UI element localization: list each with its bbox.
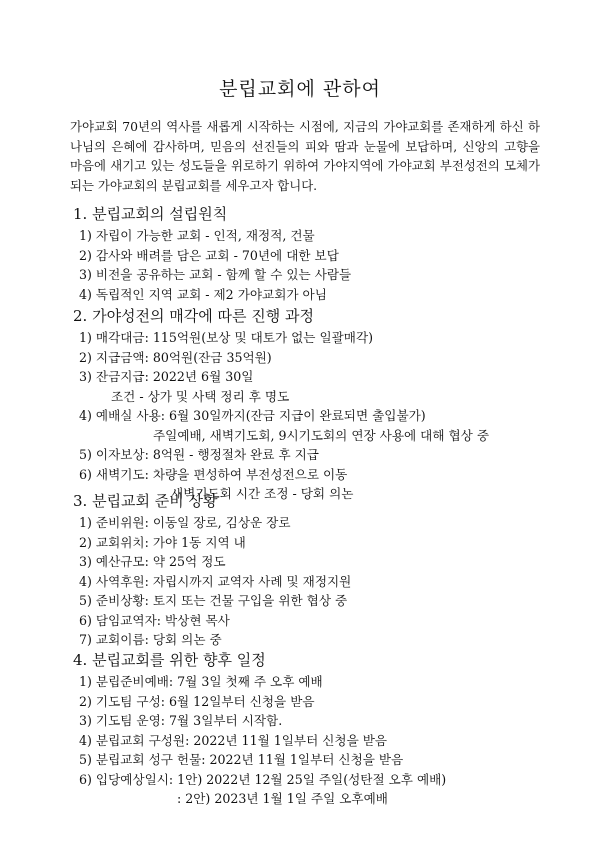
- list-item: 4) 독립적인 지역 교회 - 제2 가야교회가 아님: [79, 286, 327, 302]
- list-item: 4) 분립교회 구성원: 2022년 11월 1일부터 신청을 받음: [79, 732, 388, 748]
- section-future-schedule: [73, 649, 553, 809]
- list-item-continuation: : 2안) 2023년 1월 1일 주일 오후예배: [177, 791, 388, 806]
- list-item: 1) 분립준비예배: 7월 3일 첫째 주 오후 예배: [79, 674, 323, 689]
- intro-paragraph: 가야교회 70년의 역사를 새롭게 시작하는 시점에, 지금의 가야교회를 존재하게 하신 하나님의 은혜에 감사하며, 믿음의 선진들의 피와 땀과 눈물에 보답하며, 신앙의 고향을 마음에 새기고 있는 성도들을 위로하기 위하여 가야지역에 가야교회 부전성전의 모체가 되는 가야교회의 분립교회를 세우고자 합니다.: [70, 119, 540, 193]
- list-item: 3) 비전을 공유하는 교회 - 함께 할 수 있는 사람들: [79, 267, 352, 282]
- list-item: 2) 지급금액: 80억원(잔금 35억원): [79, 349, 272, 365]
- list-item: 6) 입당예상일시: 1안) 2022년 12월 25일 주일(성탄절 오후 예배): [79, 771, 447, 787]
- list-item: 1) 자립이 가능한 교회 - 인적, 재정적, 건물: [79, 228, 315, 243]
- list-item: 4) 사역후원: 자립시까지 교역자 사례 및 재정지원: [79, 573, 352, 589]
- list-item: 5) 이자보상: 8억원 - 행정절차 완료 후 지급: [79, 447, 319, 462]
- section-title: 2. 가야성전의 매각에 따른 진행 과정: [73, 307, 315, 325]
- list-item: 5) 분립교회 성구 헌물: 2022년 11월 1일부터 신청을 받음: [79, 752, 404, 767]
- list-item: 2) 감사와 배려를 담은 교회 - 70년에 대한 보답: [79, 247, 339, 263]
- section-sale-process: [73, 305, 553, 504]
- section-preparation-status: [73, 490, 553, 650]
- list-item: 3) 잔금지급: 2022년 6월 30일: [79, 369, 254, 384]
- list-item: 3) 기도팀 운영: 7월 3일부터 시작함.: [79, 713, 283, 728]
- list-item: 6) 새벽기도: 차량을 편성하여 부전성전으로 이동: [79, 466, 348, 482]
- list-item: 1) 매각대금: 115억원(보상 및 대토가 없는 일괄매각): [79, 330, 374, 345]
- section-title: 1. 분립교회의 설립원칙: [73, 205, 228, 223]
- list-item: 5) 준비상황: 토지 또는 건물 구입을 위한 협상 중: [79, 593, 348, 608]
- list-item: 6) 담임교역자: 박상현 목사: [79, 612, 230, 628]
- list-item: 3) 예산규모: 약 25억 정도: [79, 554, 226, 569]
- list-item: 4) 예배실 사용: 6월 30일까지(잔금 지급이 완료되면 출입불가): [79, 408, 426, 423]
- section-founding-principles: [73, 203, 553, 304]
- list-item: 2) 교회위치: 가야 1동 지역 내: [79, 534, 246, 550]
- page-title: 분립교회에 관하여: [219, 78, 381, 100]
- list-item-continuation: 주일예배, 새벽기도회, 9시기도회의 연장 사용에 대해 협상 중: [153, 427, 490, 443]
- list-item-continuation: 새벽기도회 시간 조정 - 당회 의논: [171, 486, 354, 501]
- section-title: 4. 분립교회를 위한 향후 일정: [73, 651, 266, 669]
- list-item: 2) 기도팀 구성: 6월 12일부터 신청을 받음: [79, 693, 315, 709]
- section-title: 3. 분립교회 준비 상황: [73, 492, 218, 510]
- list-item: 7) 교회이름: 당회 의논 중: [79, 632, 222, 647]
- list-item-continuation: 조건 - 상가 및 사택 정리 후 명도: [111, 388, 290, 404]
- list-item: 1) 준비위원: 이동일 장로, 김상운 장로: [79, 515, 291, 530]
